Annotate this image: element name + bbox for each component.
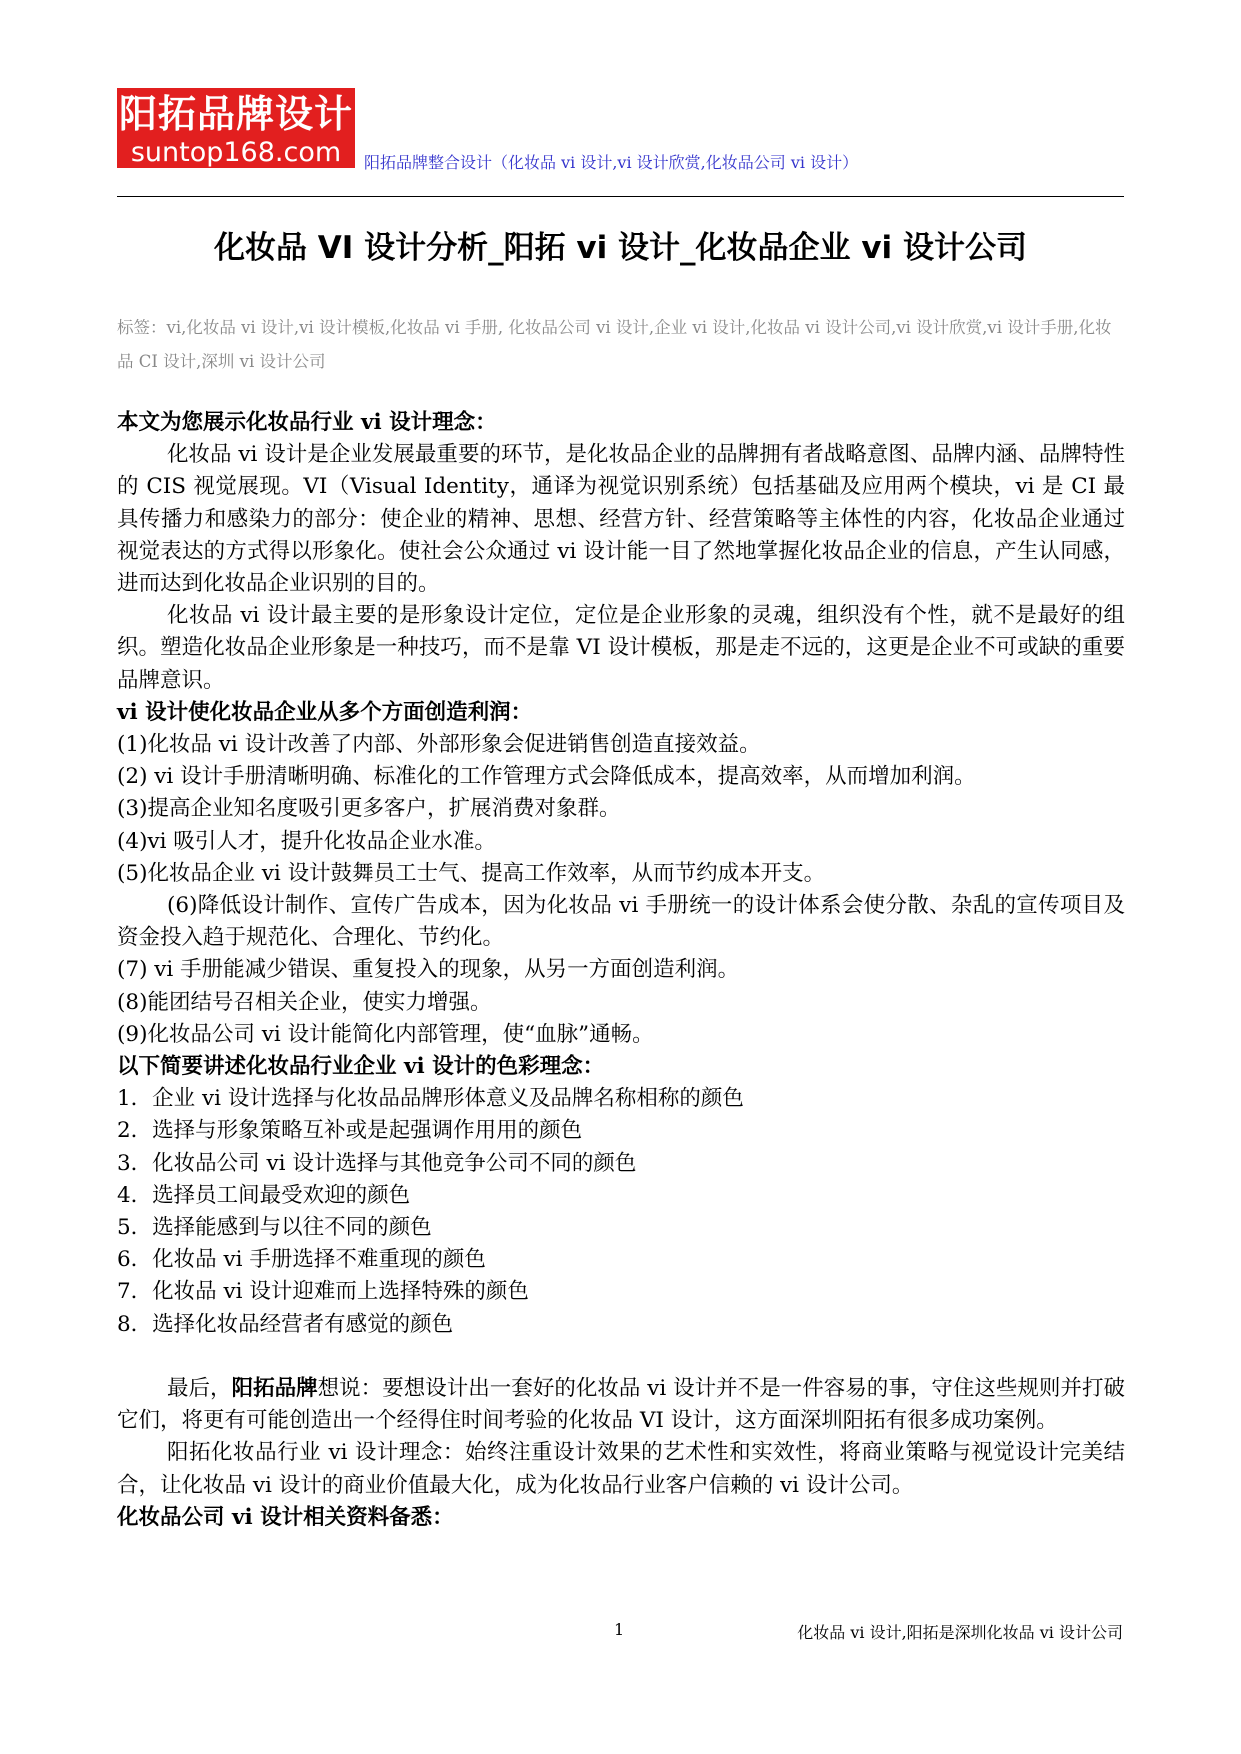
color-item: 6．化妆品 vi 手册选择不难重现的颜色 [117, 1247, 486, 1273]
color-heading: 以下简要讲述化妆品行业企业 vi 设计的色彩理念： [117, 1054, 605, 1080]
article-body [117, 407, 1125, 1534]
page-title: 化妆品 VI 设计分析_阳拓 vi 设计_化妆品企业 vi 设计公司 [214, 230, 1027, 266]
color-item: 2．选择与形象策略互补或是起强调作用用的颜色 [117, 1118, 583, 1144]
brand-logo[interactable] [117, 88, 355, 168]
paragraph-2: 化妆品 vi 设计最主要的是形象设计定位，定位是企业形象的灵魂，组织没有个性，就不是最好的组织。塑造化妆品企业形象是一种技巧，而不是靠 VI 设计模板，那是走不远的，这更是企业不可或缺的重要品牌意识。 [117, 603, 1125, 693]
profit-heading: vi 设计使化妆品企业从多个方面创造利润： [117, 699, 533, 725]
closing-brand: 阳拓品牌 [231, 1375, 318, 1401]
intro-heading: 本文为您展示化妆品行业 vi 设计理念： [117, 410, 497, 435]
closing-prefix: 最后， [167, 1375, 232, 1401]
profit-item: (9)化妆品公司 vi 设计能简化内部管理，使“血脉”通畅。 [117, 1021, 654, 1047]
color-item: 5．选择能感到与以往不同的颜色 [117, 1215, 432, 1241]
philosophy-paragraph: 阳拓化妆品行业 vi 设计理念：始终注重设计效果的艺术性和实效性，将商业策略与视觉设计完美结合，让化妆品 vi 设计的商业价值最大化，成为化妆品行业客户信赖的 vi 设计公司。 [117, 1440, 1125, 1498]
closing-paragraph [117, 1373, 1125, 1437]
tags-line: 标签：vi,化妆品 vi 设计,vi 设计模板,化妆品 vi 手册, 化妆品公司 vi 设计,企业 vi 设计,化妆品 vi 设计公司,vi 设计欣赏,vi 设计手册,化妆品 CI 设计,深圳 vi 设计公司 [117, 318, 1112, 371]
profit-item: (3)提高企业知名度吸引更多客户，扩展消费对象群。 [117, 796, 621, 822]
logo-domain-text: suntop168.com [130, 137, 342, 168]
header-divider [117, 196, 1124, 197]
color-item: 1．企业 vi 设计选择与化妆品品牌形体意义及品牌名称相称的颜色 [117, 1086, 744, 1112]
footer-text: 化妆品 vi 设计,阳拓是深圳化妆品 vi 设计公司 [797, 1623, 1123, 1642]
profit-item: (4)vi 吸引人才，提升化妆品企业水准。 [117, 828, 496, 854]
profit-item: (7) vi 手册能减少错误、重复投入的现象，从另一方面创造利润。 [117, 957, 740, 983]
spacer [117, 1341, 1125, 1373]
color-item: 4．选择员工间最受欢迎的颜色 [117, 1182, 411, 1208]
paragraph-1: 化妆品 vi 设计是企业发展最重要的环节，是化妆品企业的品牌拥有者战略意图、品牌内涵、品牌特性的 CIS 视觉展现。VI（Visual Identity，通译为视觉识别系统）包括基础及应用两个模块，vi 是 CI 最具传播力和感染力的部分：使企业的精神、思想、经营方针、经营策略等主体性的内容，化妆品企业通过视觉表达的方式得以形象化。使社会公众通过 vi 设计能一目了然地掌握化妆品企业的信息，产生认同感，进而达到化妆品企业识别的目的。 [117, 442, 1125, 597]
color-item: 8．选择化妆品经营者有感觉的颜色 [117, 1311, 454, 1337]
closing-rest: 想说：要想设计出一套好的化妆品 vi 设计并不是一件容易的事，守住这些规则并打破它们，将更有可能创造出一个经得住时间考验的化妆品 VI 设计，这方面深圳阳拓有很多成功案例。 [117, 1375, 1125, 1434]
profit-item: (8)能团结号召相关企业，使实力增强。 [117, 989, 492, 1015]
final-heading: 化妆品公司 vi 设计相关资料备悉： [117, 1504, 454, 1530]
profit-item: (6)降低设计制作、宣传广告成本，因为化妆品 vi 手册统一的设计体系会使分散、杂乱的宣传项目及资金投入趋于规范化、合理化、节约化。 [117, 893, 1125, 951]
color-item: 3．化妆品公司 vi 设计选择与其他竞争公司不同的颜色 [117, 1150, 637, 1176]
page-number: 1 [614, 1620, 625, 1639]
profit-item: (5)化妆品企业 vi 设计鼓舞员工士气、提高工作效率，从而节约成本开支。 [117, 860, 826, 886]
color-item: 7．化妆品 vi 设计迎难而上选择特殊的颜色 [117, 1279, 529, 1305]
header-tagline[interactable]: 阳拓品牌整合设计（化妆品 vi 设计,vi 设计欣赏,化妆品公司 vi 设计） [364, 153, 859, 172]
profit-item: (2) vi 设计手册清晰明确、标准化的工作管理方式会降低成本，提高效率，从而增加利润。 [117, 764, 976, 790]
logo-chinese-text: 阳拓品牌设计 [118, 92, 353, 136]
profit-item: (1)化妆品 vi 设计改善了内部、外部形象会促进销售创造直接效益。 [117, 732, 761, 758]
